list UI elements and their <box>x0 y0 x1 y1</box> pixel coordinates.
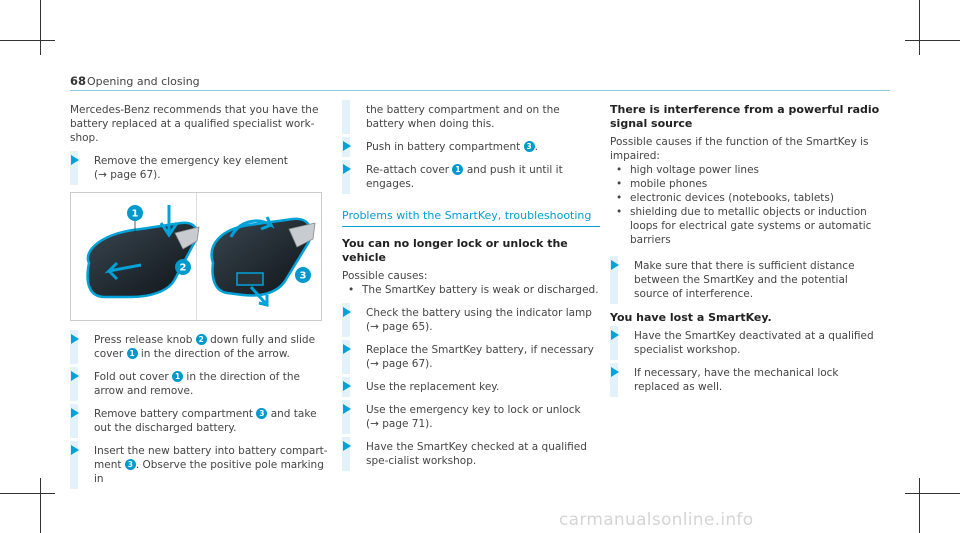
list-item: • high voltage power lines <box>622 163 880 177</box>
interference-causes-list <box>610 163 880 247</box>
interference-heading: There is interference from a powerful radio signal source <box>610 103 880 130</box>
step-continued: the battery compartment and on the battery when doing this. <box>342 103 600 131</box>
step-arrow-icon <box>343 441 351 451</box>
step-arrow-icon <box>71 334 79 344</box>
crop-mark <box>905 40 960 41</box>
callout-1-ref: 1 <box>172 371 183 382</box>
step-arrow-icon <box>343 307 351 317</box>
causes-list <box>342 283 600 297</box>
step-push-compartment: Push in battery compartment 3 . <box>342 140 600 154</box>
step-emergency-key: Use the emergency key to lock or unlock (→ page 71). <box>342 403 600 431</box>
page-link[interactable]: (→ page 67). <box>94 169 161 181</box>
key-battery-figure <box>70 192 322 321</box>
step-arrow-icon <box>343 344 351 354</box>
callout-2-label: 2 <box>179 262 187 274</box>
step-replace-lock: If necessary, have the mechanical lock replaced as well. <box>610 366 880 394</box>
step-remove-compartment: Remove battery compartment 3 and take out the discharged battery. <box>70 407 332 435</box>
step-deactivate: Have the SmartKey deactivated at a qualified specialist workshop. <box>610 329 880 357</box>
step-distance: Make sure that there is sufficient distance between the SmartKey and the potential source of interference. <box>610 259 880 301</box>
section-title: Opening and closing <box>87 75 200 88</box>
step-arrow-icon <box>71 155 79 165</box>
callout-1-ref: 1 <box>127 348 138 359</box>
right-column <box>610 103 880 403</box>
step-remove-key: Remove the emergency key element (→ page 67). <box>70 154 332 182</box>
callout-1-ref: 1 <box>452 164 463 175</box>
callout-2-ref: 2 <box>196 334 207 345</box>
watermark: carmanualsonline.info <box>559 510 754 530</box>
header-rule <box>70 90 890 91</box>
crop-mark <box>919 478 920 533</box>
key-illustration <box>71 193 321 320</box>
step-arrow-icon <box>71 371 79 381</box>
step-arrow-icon <box>71 408 79 418</box>
callout-3-ref: 3 <box>125 459 136 470</box>
crop-mark <box>919 0 920 55</box>
step-arrow-icon <box>611 367 619 377</box>
causes-label: Possible causes: <box>342 270 428 282</box>
callout-1-label: 1 <box>131 208 139 220</box>
step-arrow-icon <box>71 445 79 455</box>
list-item: • shielding due to metallic objects or induction loops for electrical gate systems or automatic barriers <box>622 205 880 247</box>
crop-mark <box>40 0 41 55</box>
step-arrow-icon <box>611 330 619 340</box>
lost-key-heading: You have lost a SmartKey. <box>610 311 772 324</box>
step-check-battery: Check the battery using the indicator lamp (→ page 65). <box>342 306 600 334</box>
list-item: • electronic devices (notebooks, tablets) <box>622 191 880 205</box>
step-press-knob: Press release knob 2 down fully and slide cover 1 in the direction of the arrow. <box>70 333 332 361</box>
sub-heading: You can no longer lock or unlock the vehicle <box>342 237 568 264</box>
step-arrow-icon <box>343 141 351 151</box>
callout-3-label: 3 <box>299 270 307 282</box>
page-number: 68 <box>70 74 87 88</box>
middle-column <box>342 103 600 477</box>
step-arrow-icon <box>343 164 351 174</box>
step-have-checked: Have the SmartKey checked at a qualified spe-cialist workshop. <box>342 440 600 468</box>
list-item: • The SmartKey battery is weak or discharged. <box>354 283 600 297</box>
step-replace-battery: Replace the SmartKey battery, if necessary (→ page 67). <box>342 343 600 371</box>
step-arrow-icon <box>343 381 351 391</box>
page-link[interactable]: (→ page 67). <box>366 358 433 370</box>
callout-3-ref: 3 <box>256 408 267 419</box>
intro-text: Mercedes-Benz recommends that you have the battery replaced at a qualified specialist work-shop. <box>70 104 319 144</box>
step-replacement-key: Use the replacement key. <box>342 380 600 394</box>
crop-mark <box>0 40 55 41</box>
step-arrow-icon <box>343 404 351 414</box>
page-link[interactable]: (→ page 65). <box>366 321 433 333</box>
callout-3-ref: 3 <box>524 141 535 152</box>
crop-mark <box>905 493 960 494</box>
step-arrow-icon <box>611 260 619 270</box>
page-link[interactable]: (→ page 71). <box>366 418 433 430</box>
step-fold-cover: Fold out cover 1 in the direction of the arrow and remove. <box>70 370 332 398</box>
left-column <box>70 103 332 495</box>
step-reattach-cover: Re-attach cover 1 and push it until it engages. <box>342 163 600 191</box>
list-item: • mobile phones <box>622 177 880 191</box>
crop-mark <box>40 478 41 533</box>
section-heading: Problems with the SmartKey, troubleshooting <box>342 209 600 227</box>
step-insert-battery: Insert the new battery into battery compart-ment 3 . Observe the positive pole marking in <box>70 444 332 486</box>
crop-mark <box>0 493 55 494</box>
interference-intro: Possible causes if the function of the SmartKey is impaired: <box>610 136 869 162</box>
